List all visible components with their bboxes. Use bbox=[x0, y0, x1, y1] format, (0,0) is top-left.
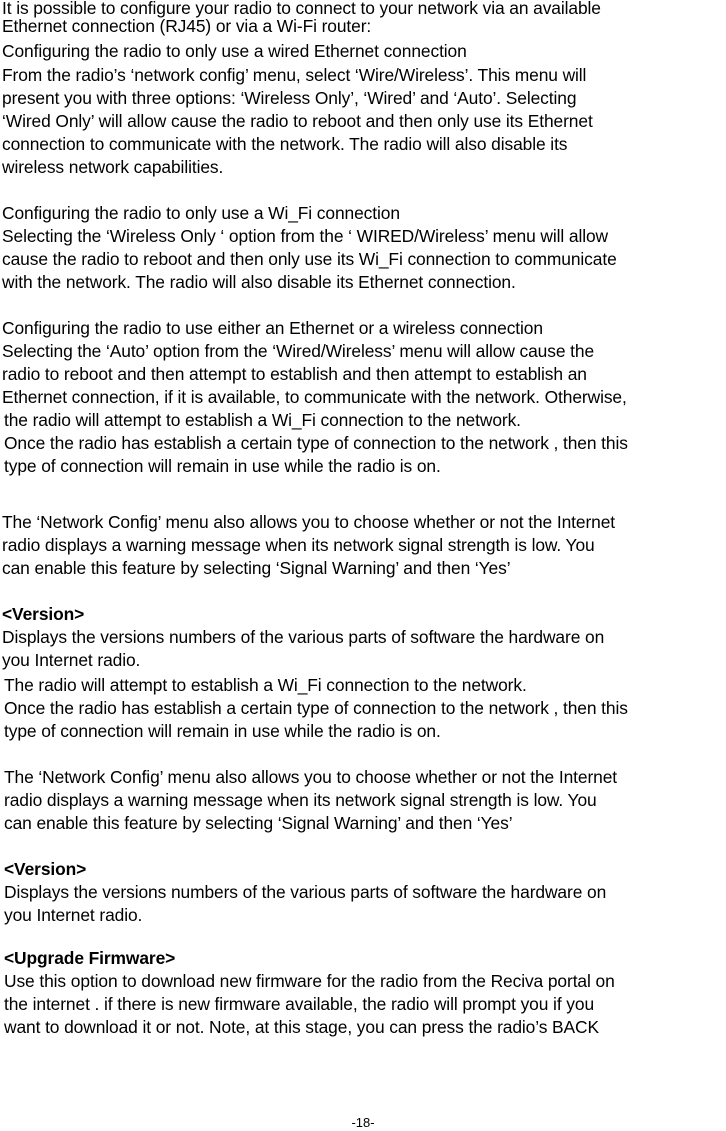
section-heading: Configuring the radio to only use a Wi_Fi connection bbox=[2, 203, 400, 223]
text-line: radio to reboot and then attempt to establish and then attempt to establish an bbox=[2, 364, 587, 384]
text-line: Once the radio has establish a certain type of connection to the network , then this bbox=[4, 433, 628, 453]
text-line: Displays the versions numbers of the various parts of software the hardware on bbox=[4, 882, 607, 902]
text-line: want to download it or not. Note, at this stage, you can press the radio’s BACK bbox=[4, 1017, 599, 1037]
text-line: you Internet radio. bbox=[4, 905, 143, 925]
text-line: you Internet radio. bbox=[2, 650, 141, 670]
text-line: radio displays a warning message when its network signal strength is low. You bbox=[4, 790, 597, 810]
section-heading: Configuring the radio to only use a wired Ethernet connection bbox=[2, 41, 467, 61]
upgrade-firmware-heading: <Upgrade Firmware> bbox=[4, 948, 176, 968]
text-line: type of connection will remain in use while the radio is on. bbox=[4, 456, 441, 476]
text-line: type of connection will remain in use while the radio is on. bbox=[4, 721, 441, 741]
text-line: radio displays a warning message when its network signal strength is low. You bbox=[2, 535, 595, 555]
text-line: Once the radio has establish a certain type of connection to the network , then this bbox=[4, 698, 628, 718]
text-line: ‘Wired Only’ will allow cause the radio to reboot and then only use its Ethernet bbox=[2, 111, 593, 131]
version-heading: <Version> bbox=[2, 604, 85, 624]
text-line: wireless network capabilities. bbox=[2, 157, 224, 177]
section-heading: Configuring the radio to use either an Ethernet or a wireless connection bbox=[2, 318, 543, 338]
text-line: Selecting the ‘Auto’ option from the ‘Wired/Wireless’ menu will allow cause the bbox=[2, 341, 595, 361]
page-number: -18- bbox=[351, 1115, 375, 1130]
text-line: the internet . if there is new firmware available, the radio will prompt you if you bbox=[4, 994, 595, 1014]
text-line: The ‘Network Config’ menu also allows you to choose whether or not the Internet bbox=[2, 512, 616, 532]
text-line: cause the radio to reboot and then only use its Wi_Fi connection to communicate bbox=[2, 249, 617, 269]
text-line: present you with three options: ‘Wireless Only’, ‘Wired’ and ‘Auto’. Selecting bbox=[2, 88, 577, 108]
version-heading: <Version> bbox=[4, 859, 87, 879]
text-line: Displays the versions numbers of the various parts of software the hardware on bbox=[2, 627, 605, 647]
text-line: Ethernet connection, if it is available, to communicate with the network. Otherwise, bbox=[2, 387, 627, 407]
text-line: can enable this feature by selecting ‘Signal Warning’ and then ‘Yes’ bbox=[4, 813, 513, 833]
text-line: Ethernet connection (RJ45) or via a Wi-Fi router: bbox=[2, 16, 372, 36]
text-line: the radio will attempt to establish a Wi_Fi connection to the network. bbox=[4, 410, 521, 430]
text-line: Use this option to download new firmware for the radio from the Reciva portal on bbox=[4, 971, 615, 991]
text-line: connection to communicate with the network. The radio will also disable its bbox=[2, 134, 568, 154]
text-line: Selecting the ‘Wireless Only ‘ option from the ‘ WIRED/Wireless’ menu will allow bbox=[2, 226, 609, 246]
text-line: From the radio’s ‘network config’ menu, select ‘Wire/Wireless’. This menu will bbox=[2, 65, 587, 85]
text-line: It is possible to configure your radio to connect to your network via an available bbox=[2, 0, 601, 18]
text-line: with the network. The radio will also disable its Ethernet connection. bbox=[2, 272, 516, 292]
text-line: can enable this feature by selecting ‘Signal Warning’ and then ‘Yes’ bbox=[2, 558, 511, 578]
text-line: The radio will attempt to establish a Wi_Fi connection to the network. bbox=[4, 675, 527, 695]
text-line: The ‘Network Config’ menu also allows you to choose whether or not the Internet bbox=[4, 767, 618, 787]
